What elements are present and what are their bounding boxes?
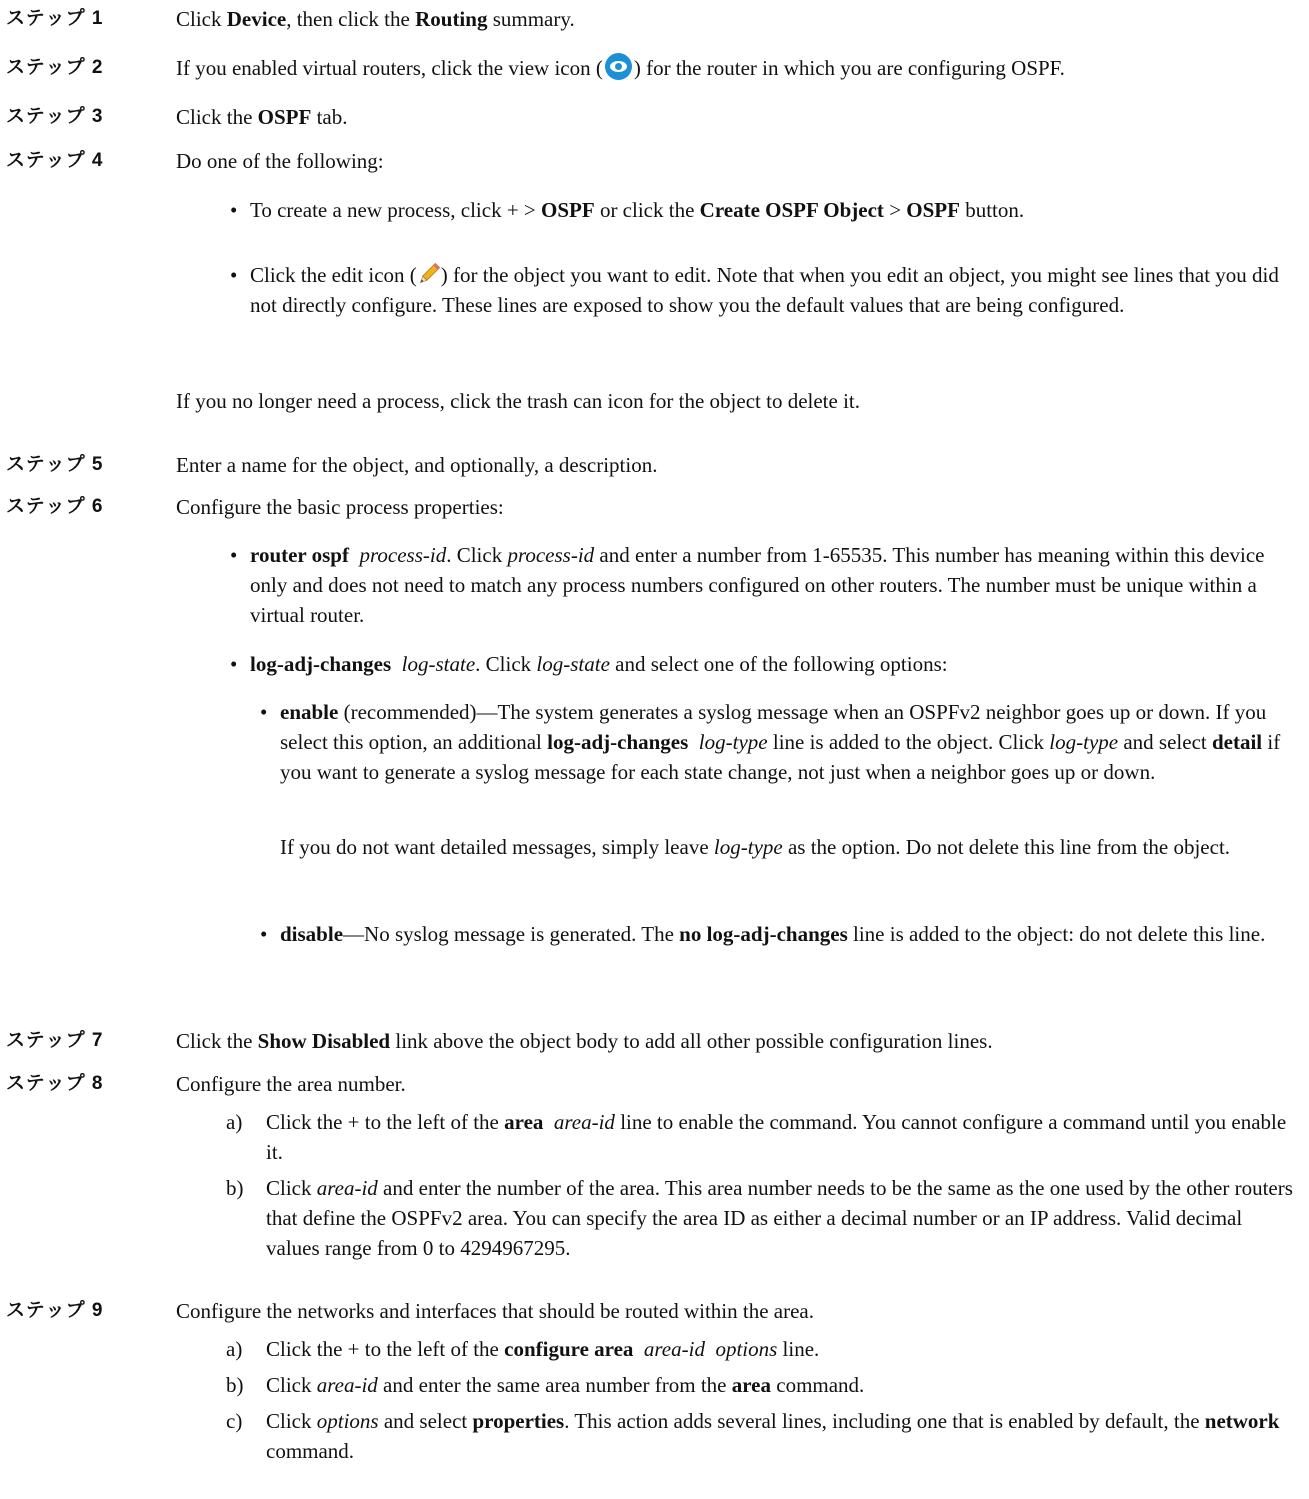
- step-label: ステップ 5: [6, 454, 104, 475]
- eye-icon: [605, 53, 632, 80]
- step-label: ステップ 6: [6, 496, 104, 517]
- sub-step-b: b) Click area-id and enter the same area number from the area command.: [226, 1373, 865, 1397]
- step-text: Click the Show Disabled link above the object body to add all other possible configuration lines.: [176, 1029, 993, 1053]
- list-item: • Click the edit icon ( ) for the object you want to edit. Note that when you edit an object, you might see lines that you did not directly configure. These lines are exposed to show you the default values that are being configured.: [230, 263, 1279, 317]
- step-label: ステップ 1: [6, 8, 104, 29]
- sub-step-a: a) Click the + to the left of the area area-id line to enable the command. You cannot configure a command until you enable it.: [226, 1110, 1287, 1164]
- step-text: Configure the networks and interfaces that should be routed within the area.: [176, 1299, 814, 1323]
- list-item: • log-adj-changes log-state. Click log-state and select one of the following options:: [230, 652, 948, 676]
- step-text: Enter a name for the object, and optionally, a description.: [176, 453, 658, 477]
- step-text: If you enabled virtual routers, click the view icon ( ) for the router in which you are configuring OSPF.: [176, 53, 1295, 83]
- step-label: ステップ 9: [6, 1300, 104, 1321]
- step-text: Do one of the following:: [176, 149, 384, 173]
- pencil-icon: [417, 262, 441, 286]
- list-item: • To create a new process, click + > OSPF or click the Create OSPF Object > OSPF button.: [230, 198, 1025, 222]
- list-item: • enable (recommended)—The system generates a syslog message when an OSPFv2 neighbor goes up or down. If you select this option, an additional log-adj-changes log-type line is added to the object. Click log-type and select detail if you want to generate a syslog message for each state change, not just when a neighbor goes up or down.: [260, 700, 1281, 784]
- step-label: ステップ 2: [6, 57, 104, 78]
- step-label: ステップ 8: [6, 1073, 104, 1094]
- list-item: • disable—No syslog message is generated. The no log-adj-changes line is added to the object: do not delete this line.: [260, 922, 1266, 946]
- paragraph: If you do not want detailed messages, simply leave log-type as the option. Do not delete this line from the object.: [280, 835, 1231, 859]
- sub-step-b: b) Click area-id and enter the number of the area. This area number needs to be the same as the one used by the other routers that define the OSPFv2 area. You can specify the area ID as either a decimal number or an IP address. Valid decimal values range from 0 to 4294967295.: [226, 1176, 1293, 1260]
- step-text: Configure the area number.: [176, 1072, 406, 1096]
- paragraph: If you no longer need a process, click the trash can icon for the object to delete it.: [176, 389, 860, 413]
- step-label: ステップ 3: [6, 106, 104, 127]
- step-text: Click Device, then click the Routing summary.: [176, 7, 575, 31]
- sub-step-a: a) Click the + to the left of the configure area area-id options line.: [226, 1337, 820, 1361]
- step-text: Click the OSPF tab.: [176, 105, 348, 129]
- list-item: • router ospf process-id. Click process-id and enter a number from 1-65535. This number has meaning within this device only and does not need to match any process numbers configured on other routers. The number must be unique within a virtual router.: [230, 543, 1265, 627]
- step-label: ステップ 4: [6, 150, 104, 171]
- sub-step-c: c) Click options and select properties. This action adds several lines, including one that is enabled by default, the network command.: [226, 1409, 1280, 1463]
- step-text: Configure the basic process properties:: [176, 495, 504, 519]
- step-label: ステップ 7: [6, 1030, 104, 1051]
